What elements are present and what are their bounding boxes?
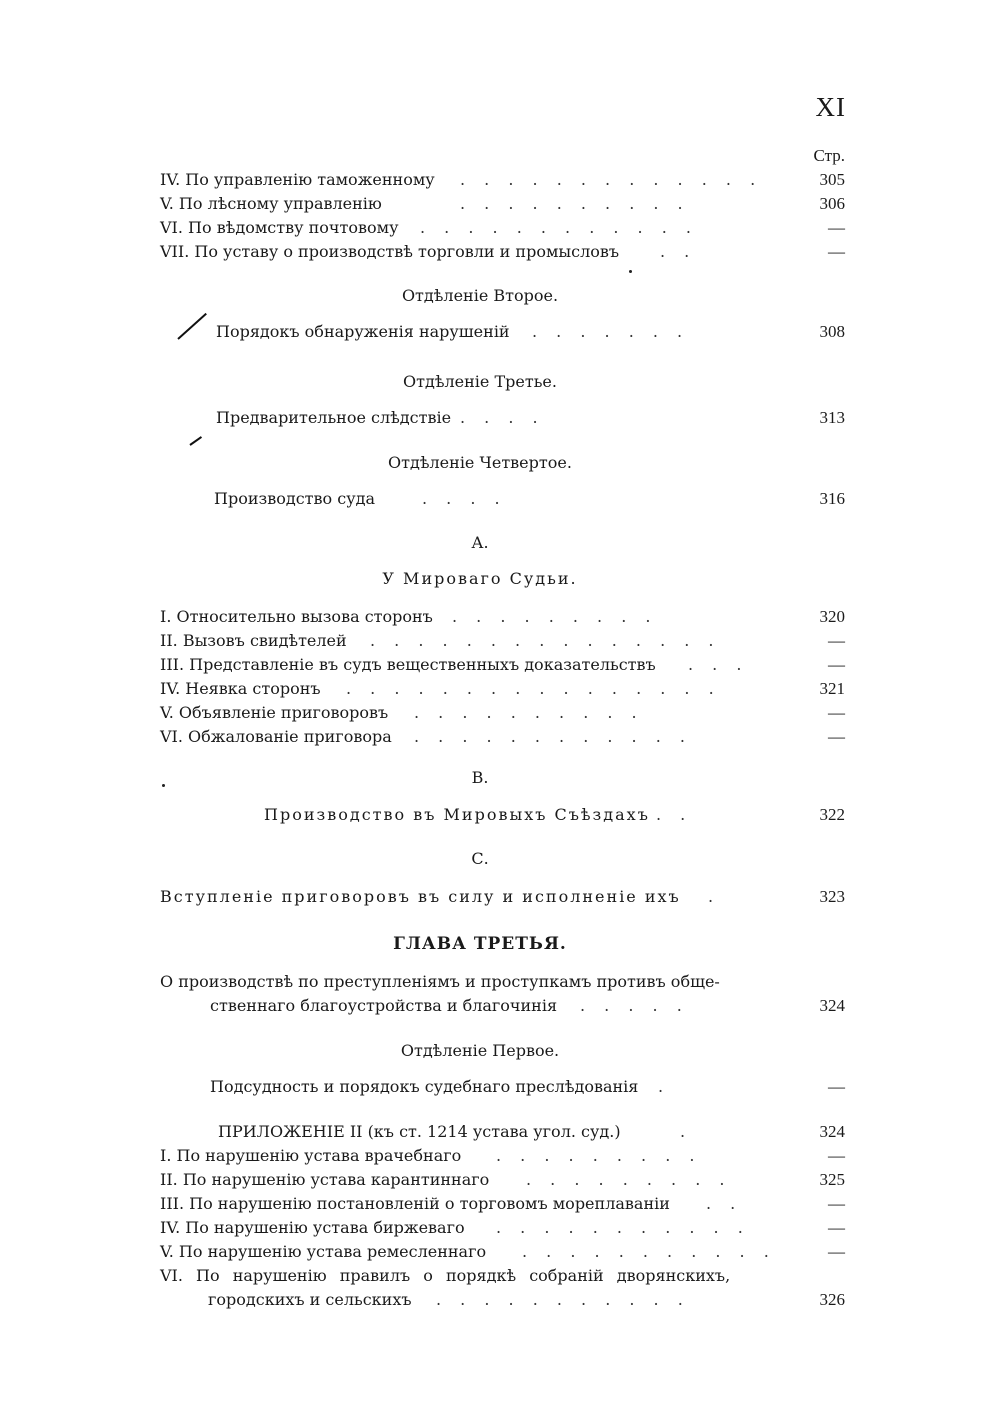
toc-row bbox=[160, 1216, 845, 1240]
toc-page: — bbox=[828, 1242, 845, 1261]
toc-row bbox=[160, 701, 845, 725]
leader-dots: . . . . . bbox=[580, 996, 689, 1015]
toc-page: — bbox=[828, 703, 845, 722]
section-heading: Отдѣленіе Третье. bbox=[403, 372, 557, 391]
toc-page: 325 bbox=[819, 1170, 845, 1189]
toc-page: 324 bbox=[819, 996, 845, 1015]
page-number: XI bbox=[815, 92, 846, 122]
pencil-mark bbox=[189, 436, 202, 446]
leader-dots: . . . . . . . . . . . . . . . . bbox=[346, 679, 721, 698]
toc-row bbox=[160, 1168, 845, 1192]
toc-row bbox=[160, 1144, 845, 1168]
leader-dots: . . . . . . . bbox=[532, 322, 690, 341]
toc-row bbox=[160, 653, 845, 677]
toc-page: 321 bbox=[819, 679, 845, 698]
toc-entry-text: IV. По нарушенію устава биржеваго bbox=[160, 1218, 465, 1237]
toc-entry-text: V. Объявленіе приговоровъ bbox=[160, 703, 389, 722]
toc-entry-text: I. По нарушенію устава врачебнаго bbox=[160, 1146, 462, 1165]
toc-entry-text: Подсудность и порядокъ судебнаго преслѣдованія bbox=[210, 1077, 639, 1096]
toc-entry-text: Порядокъ обнаруженія нарушеній bbox=[216, 322, 510, 341]
toc-row bbox=[160, 406, 845, 430]
toc-page: — bbox=[828, 218, 845, 237]
toc-entry-text: V. По нарушенію устава ремесленнаго bbox=[160, 1242, 487, 1261]
toc-page: — bbox=[828, 655, 845, 674]
toc-page: 305 bbox=[819, 170, 845, 189]
leader-dots: . . bbox=[706, 1194, 743, 1213]
leader-dots: . . . . . . . . . . . . . . . bbox=[370, 631, 721, 650]
leader-dots: . . . . bbox=[460, 408, 545, 427]
leader-dots: . . . . . . . . . . bbox=[460, 194, 690, 213]
toc-row bbox=[160, 725, 845, 749]
leader-dots: . . . . . . . . . . . bbox=[522, 1242, 776, 1261]
section-heading: Отдѣленіе Второе. bbox=[401, 286, 559, 305]
toc-entry-text: Вступленіе приговоровъ въ силу и исполненіе ихъ bbox=[160, 887, 681, 906]
toc-row bbox=[160, 168, 845, 192]
toc-entry-text: Производство въ Мировыхъ Съѣздахъ bbox=[264, 805, 650, 824]
toc-row bbox=[160, 216, 845, 240]
toc-page: 323 bbox=[819, 887, 845, 906]
toc-page: 322 bbox=[819, 805, 845, 824]
leader-dots: . . . . . . . . . . . . bbox=[420, 218, 698, 237]
subsection-letter: В. bbox=[471, 768, 489, 787]
chapter-title: ГЛАВА ТРЕТЬЯ. bbox=[393, 934, 567, 954]
page-column-header: Стр. bbox=[813, 146, 845, 165]
leader-dots: . . . bbox=[688, 655, 749, 674]
toc-entry-text: VI. Обжалованіе приговора bbox=[160, 727, 392, 746]
toc-entry-text: III. По нарушенію постановленій о торговомъ мореплаваніи bbox=[160, 1194, 670, 1213]
leader-dots: . . . . . . . . . . . . bbox=[414, 727, 692, 746]
toc-row bbox=[160, 320, 845, 344]
toc-entry-text: IV. Неявка сторонъ bbox=[160, 679, 321, 698]
toc-row bbox=[160, 1288, 845, 1312]
leader-dots: . bbox=[680, 1122, 693, 1141]
leader-dots: . . . . . . . . . . . bbox=[436, 1290, 690, 1309]
leader-dots: . . bbox=[660, 242, 697, 261]
toc-page: — bbox=[828, 727, 845, 746]
toc-page: 313 bbox=[819, 408, 845, 427]
toc-page: 320 bbox=[819, 607, 845, 626]
toc-page: — bbox=[828, 1218, 845, 1237]
toc-row bbox=[160, 1192, 845, 1216]
leader-dots: . . . . . . . . . . . . . bbox=[460, 170, 763, 189]
toc-entry-text: II. По нарушенію устава карантиннаго bbox=[160, 1170, 490, 1189]
toc-entry-text: V. По лѣсному управленію bbox=[160, 194, 382, 213]
appendix-title: ПРИЛОЖЕНІЕ II (къ ст. 1214 устава угол. суд.) bbox=[218, 1122, 621, 1141]
toc-entry-text: О производствѣ по преступленіямъ и проступкамъ противъ обще- bbox=[160, 972, 720, 991]
section-heading: Отдѣленіе Первое. bbox=[400, 1041, 560, 1060]
leader-dots: . . . . bbox=[422, 489, 507, 508]
toc-row bbox=[160, 605, 845, 629]
toc-entry-text: VI. По нарушенію правилъ о порядкѣ собраній дворянскихъ, bbox=[160, 1266, 731, 1285]
toc-row bbox=[160, 240, 845, 264]
toc-entry-text: I. Относительно вызова сторонъ bbox=[160, 607, 433, 626]
toc-entry-text: IV. По управленію таможенному bbox=[160, 170, 435, 189]
toc-entry-text: Предварительное слѣдствіе bbox=[216, 408, 452, 427]
toc-page: 306 bbox=[819, 194, 845, 213]
leader-dots: . . . . . . . . . bbox=[496, 1146, 702, 1165]
subsection-letter: С. bbox=[471, 849, 489, 868]
leader-dots: . . bbox=[656, 805, 693, 824]
toc-page: — bbox=[828, 242, 845, 261]
leader-dots: . . . . . . . . . bbox=[452, 607, 658, 626]
toc-row bbox=[160, 1075, 845, 1099]
leader-dots: . . . . . . . . . bbox=[526, 1170, 732, 1189]
toc-entry-text-continued: городскихъ и сельскихъ bbox=[208, 1290, 412, 1309]
toc-page: 308 bbox=[819, 322, 845, 341]
toc-row bbox=[160, 1264, 845, 1288]
leader-dots: . . . . . . . . . . . bbox=[496, 1218, 750, 1237]
toc-row bbox=[160, 677, 845, 701]
toc-row bbox=[160, 885, 845, 909]
toc-page: — bbox=[828, 1194, 845, 1213]
toc-entry-text: Производство суда bbox=[214, 489, 376, 508]
toc-page: — bbox=[828, 1146, 845, 1165]
toc-entry-text: III. Представленіе въ судъ вещественныхъ доказательствъ bbox=[160, 655, 656, 674]
leader-dots: . bbox=[708, 887, 721, 906]
toc-row bbox=[160, 192, 845, 216]
section-heading: Отдѣленіе Четвертое. bbox=[388, 453, 572, 472]
toc-entry-text-continued: ственнаго благоустройства и благочинія bbox=[210, 996, 558, 1015]
toc-row bbox=[160, 1120, 845, 1144]
toc-page: 324 bbox=[819, 1122, 845, 1141]
subsection-letter: А. bbox=[471, 533, 489, 552]
toc-entry-text: VI. По вѣдомству почтовому bbox=[160, 218, 399, 237]
ink-speck bbox=[629, 270, 632, 273]
leader-dots: . . . . . . . . . . bbox=[414, 703, 644, 722]
toc-page: 316 bbox=[819, 489, 845, 508]
toc-row bbox=[160, 994, 845, 1018]
toc-row bbox=[160, 803, 845, 827]
toc-row bbox=[160, 629, 845, 653]
toc-row bbox=[160, 970, 845, 994]
subsection-title: У Мироваго Судьи. bbox=[382, 569, 578, 588]
toc-entry-text: VII. По уставу о производствѣ торговли и промысловъ bbox=[160, 242, 620, 261]
toc-row bbox=[160, 487, 845, 511]
toc-row bbox=[160, 1240, 845, 1264]
toc-page: — bbox=[828, 1077, 845, 1096]
toc-entry-text: II. Вызовъ свидѣтелей bbox=[160, 631, 347, 650]
leader-dots: . bbox=[658, 1077, 671, 1096]
toc-page: — bbox=[828, 631, 845, 650]
toc-page: 326 bbox=[819, 1290, 845, 1309]
